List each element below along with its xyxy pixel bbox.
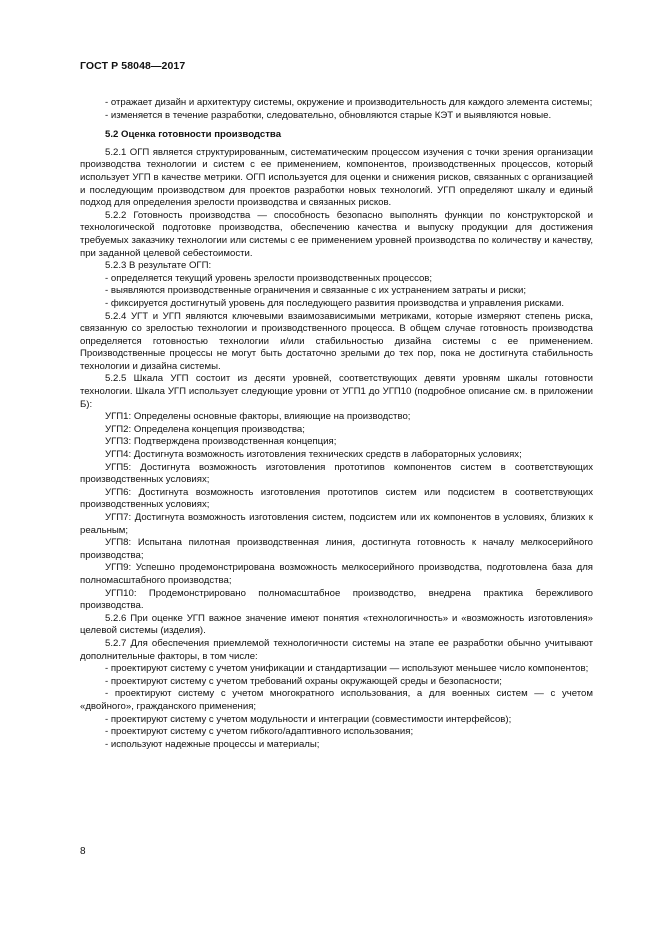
- list-item: - используют надежные процессы и материалы;: [105, 738, 320, 750]
- paragraph-5-2-3: 5.2.3 В результате ОГП:: [105, 260, 212, 272]
- level-item: УГП7: Достигнута возможность изготовления систем, подсистем или их компонентов в условиях, близких к реальным;: [80, 512, 593, 536]
- paragraph-5-2-5: 5.2.5 Шкала УГП состоит из десяти уровней, соответствующих девяти уровням шкалы готовности технологии. Шкала УГП использует следующие уровни от УГП1 до УГП10 (подробное описание см. в приложении Б):: [80, 373, 593, 410]
- section-title: 5.2 Оценка готовности производства: [105, 129, 282, 141]
- document-header: ГОСТ Р 58048—2017: [80, 60, 186, 72]
- page-number: 8: [80, 846, 86, 857]
- list-item: - проектируют систему с учетом унификации и стандартизации — используют меньшее число компонентов;: [105, 663, 589, 675]
- document-body: [80, 97, 593, 751]
- level-item: УГП10: Продемонстрировано полномасштабное производство, внедрена практика бережливого производства.: [80, 587, 593, 612]
- level-item: УГП3: Подтверждена производственная концепция;: [105, 436, 337, 448]
- level-item: УГП2: Определена концепция производства;: [105, 423, 305, 435]
- list-item: - отражает дизайн и архитектуру системы, окружение и производительность для каждого элемента системы;: [105, 97, 593, 108]
- list-item: - проектируют систему с учетом модульности и интеграции (совместимости интерфейсов);: [105, 713, 512, 725]
- level-item: УГП1: Определены основные факторы, влияющие на производство;: [105, 411, 411, 423]
- paragraph-5-2-2: 5.2.2 Готовность производства — способность безопасно выполнять функции по конструкторской и технологической подготовке производства, обеспечению качества и выпуску продукции для достижения требуемых заказчику технологии или системы с ее применением уровней производства по количеству и качеству, при заданной целевой себестоимости.: [80, 209, 593, 259]
- list-item: - проектируют систему с учетом многократного использования, а для военных систем — с учетом «двойного», гражданского применения;: [80, 688, 593, 712]
- paragraph-5-2-7: 5.2.7 Для обеспечения приемлемой технологичности системы на этапе ее разработки обычно учитывают дополнительные факторы, в том числе:: [80, 637, 593, 662]
- list-item: - проектируют систему с учетом гибкого/адаптивного использования;: [105, 726, 414, 738]
- list-item: - фиксируется достигнутый уровень для последующего развития производства и управления рисками.: [105, 297, 565, 309]
- list-item: - изменяется в течение разработки, следовательно, обновляются старые КЭТ и выявляются новые.: [105, 109, 552, 121]
- paragraph-5-2-4: 5.2.4 УГТ и УГП являются ключевыми взаимозависимыми метриками, которые измеряют степень риска, связанную со зрелостью технологии и производственного процесса. В общем случае готовность производства определяется готовностью технологии и/или стабильностью дизайна системы с ее применением. Производственные процессы не могут быть достаточно зрелыми до тех пор, пока не достигнута стабильность технологии и дизайна системы.: [80, 310, 593, 372]
- list-item: - выявляются производственные ограничения и связанные с их устранением затраты и риски;: [105, 285, 527, 297]
- level-item: УГП9: Успешно продемонстрирована возможность мелкосерийного производства, подготовлена база для полномасштабного производства;: [80, 562, 593, 586]
- list-item: - проектируют систему с учетом требований охраны окружающей среды и безопасности;: [105, 675, 502, 687]
- level-item: УГП4: Достигнута возможность изготовления технических средств в лабораторных условиях;: [105, 449, 522, 461]
- list-item: - определяется текущий уровень зрелости производственных процессов;: [105, 272, 433, 284]
- level-item: УГП8: Испытана пилотная производственная линия, достигнута готовность к началу мелкосерийного производства;: [80, 537, 593, 561]
- level-item: УГП6: Достигнута возможность изготовления прототипов систем или подсистем в соответствующих производственных условиях;: [80, 486, 593, 511]
- paragraph-5-2-6: 5.2.6 При оценке УГП важное значение имеют понятия «технологичность» и «возможность изготовления» целевой системы (изделия).: [80, 612, 593, 637]
- level-item: УГП5: Достигнута возможность изготовления прототипов компонентов систем в соответствующих производственных условиях;: [80, 461, 593, 486]
- paragraph-5-2-1: 5.2.1 ОГП является структурированным, систематическим процессом изучения с точки зрения организации производства технологии и систем с ее применением, компонентов, производственных процессов, который использует УГП в качестве метрики. ОГП используется для оценки и снижения рисков, связанных с организацией и последующим производством для проектов разработки новых технологий. УГП определяют шкалу и единый подход для определения зрелости производства и связанных рисков.: [80, 146, 593, 209]
